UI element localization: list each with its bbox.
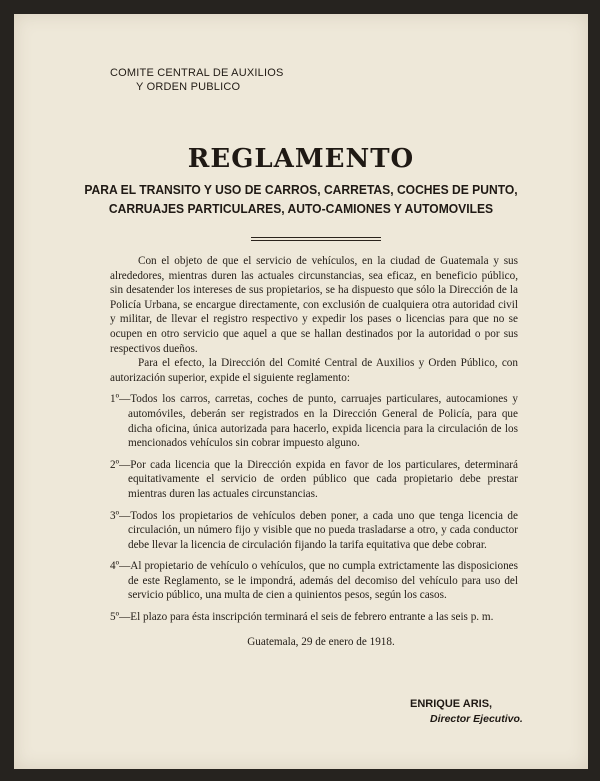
preamble-paragraph: Para el efecto, la Dirección del Comité Central de Auxilios y Orden Público, con autorización superior, expide el siguiente reglamento: — [110, 357, 518, 384]
document-body — [110, 254, 518, 649]
signatory-name: ENRIQUE ARIS, — [410, 698, 493, 710]
article-1: 1º—Todos los carros, carretas, coches de punto, carruajes particulares, autocamiones y automóviles, deberán ser registrados en la Dirección General de Policía, para que dicha oficina, única autorizada para hacerlo, expida licencia para la circulación de los mencionados vehículos sin cobrar impuesto alguno. — [110, 393, 518, 450]
issuer-heading — [110, 66, 284, 94]
document-title: REGLAMENTO — [187, 144, 415, 174]
intro-paragraph: Con el objeto de que el servicio de vehículos, en la ciudad de Guatemala y sus alrededores, mientras duren las actuales circunstancias, sea eficaz, en beneficio público, sin desatender los intereses de sus propietarios, se ha dispuesto que sólo la Dirección de la Policía Urbana, se encargue directamente, con exclusión de cualquiera otra autoridad civil y militar, de llevar el registro respectivo y expedir los pases o licencias para que no se ocupen en otro servicio que aquel a que se hallan destinados por la autoridad o por sus respectivos dueños. — [110, 255, 518, 355]
subtitle-line-2: CARRUAJES PARTICULARES, AUTO-CAMIONES Y AUTOMOVILES — [108, 201, 494, 216]
issuer-line-1: COMITE CENTRAL DE AUXILIOS — [110, 67, 284, 79]
document-sheet — [14, 14, 588, 769]
title-divider — [251, 237, 381, 241]
signature-block — [410, 698, 523, 725]
subtitle-line-1: PARA EL TRANSITO Y USO DE CARROS, CARRETAS, COCHES DE PUNTO, — [84, 182, 518, 197]
article-4: 4º—Al propietario de vehículo o vehículos, que no cumpla extrictamente las disposiciones de este Reglamento, se le impondrá, además del decomiso del vehículo para uso del servicio público, una multa de cien a quinientos pesos, según los casos. — [110, 560, 518, 602]
article-3: 3º—Todos los propietarios de vehículos deben poner, a cada uno que tenga licencia de circulación, un número fijo y visible que no pueda trasladarse a otro, y cada conductor debe llevar la licencia de circulación fijando la tarifa equitativa que debe cobrar. — [110, 509, 518, 551]
article-2: 2º—Por cada licencia que la Dirección expida en favor de los particulares, determinará equitativamente el servicio de orden público que cada propietario debe prestar mientras duren las actuales circunstancias. — [110, 458, 518, 500]
document-date: Guatemala, 29 de enero de 1918. — [247, 635, 395, 648]
issuer-line-2: Y ORDEN PUBLICO — [136, 81, 241, 93]
article-5: 5º—El plazo para ésta inscripción terminará el seis de febrero entrante a las seis p. m. — [110, 611, 494, 624]
signatory-title: Director Ejecutivo. — [430, 713, 523, 725]
